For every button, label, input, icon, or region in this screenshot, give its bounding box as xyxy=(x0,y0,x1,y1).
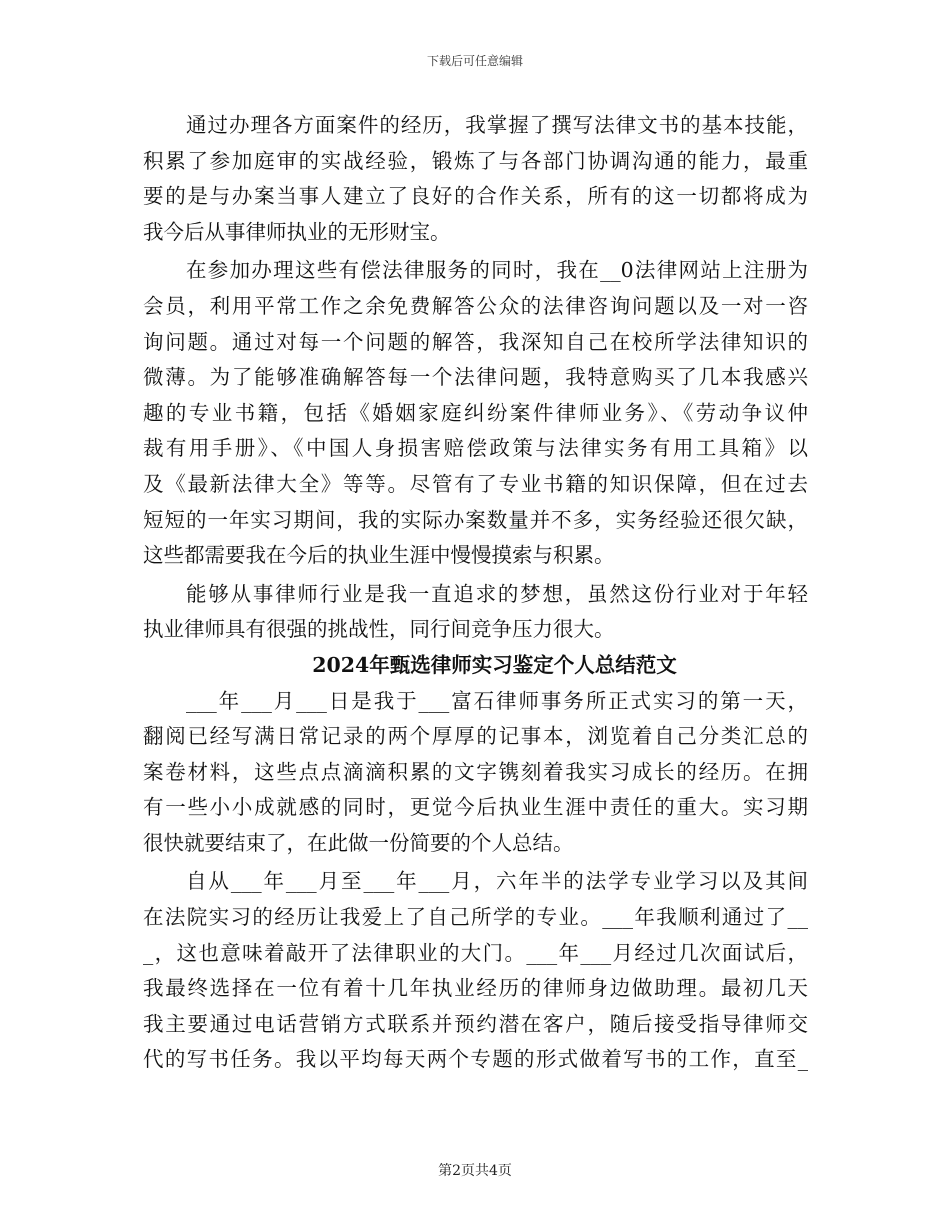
text-line: 很快就要结束了，在此做一份简要的个人总结。 xyxy=(143,830,574,855)
text-line: 代的写书任务。我以平均每天两个专题的形式做着写书的工作，直至_ xyxy=(143,1047,808,1072)
text-line: 有一些小小成就感的同时，更觉今后执业生涯中责任的重大。实习期 xyxy=(143,795,808,820)
text-line: 执业律师具有很强的挑战性，同行间竞争压力很大。 xyxy=(143,617,615,642)
text-line: 短短的一年实习期间，我的实际办案数量并不多，实务经验还很欠缺， xyxy=(143,507,808,532)
paragraph xyxy=(143,684,808,862)
text-line: 会员，利用平常工作之余免费解答公众的法律咨询问题以及一对一咨 xyxy=(143,293,808,318)
text-line: 裁有用手册》、《中国人身损害赔偿政策与法律实务有用工具箱》以 xyxy=(143,436,808,461)
text-line: 询问题。通过对每一个问题的解答，我深知自己在校所学法律知识的 xyxy=(143,329,808,354)
paragraph xyxy=(143,577,808,648)
section-title: 2024年甄选律师实习鉴定个人总结范文 xyxy=(312,652,677,677)
text-line: 翻阅已经写满日常记录的两个厚厚的记事本，浏览着自己分类汇总的 xyxy=(143,724,808,749)
text-line: 案卷材料，这些点点滴滴积累的文字镌刻着我实习成长的经历。在拥 xyxy=(143,759,808,784)
paragraph xyxy=(143,253,808,573)
text-line: 要的是与办案当事人建立了良好的合作关系，所有的这一切都将成为 xyxy=(143,184,808,209)
text-line: 通过办理各方面案件的经历，我掌握了撰写法律文书的基本技能， xyxy=(186,113,808,137)
page-footer: 第2页共4页 xyxy=(438,1163,512,1179)
text-line: 我主要通过电话营销方式联系并预约潜在客户，随后接受指导律师交 xyxy=(143,1011,808,1036)
document-body xyxy=(143,108,808,1078)
paragraph xyxy=(143,108,808,250)
paragraph xyxy=(143,864,808,1078)
text-line: 我今后从事律师执业的无形财宝。 xyxy=(143,219,451,244)
text-line: 积累了参加庭审的实战经验，锻炼了与各部门协调沟通的能力，最重 xyxy=(143,148,808,173)
text-line: 在法院实习的经历让我爱上了自己所学的专业。___年我顺利通过了__ xyxy=(143,905,808,930)
text-line: ___年___月___日是我于___富石律师事务所正式实习的第一天， xyxy=(186,688,808,713)
page-header: 下载后可任意编辑 xyxy=(426,54,523,68)
text-line: 趣的专业书籍，包括《婚姻家庭纠纷案件律师业务》、《劳动争议仲 xyxy=(143,400,808,425)
text-line: 能够从事律师行业是我一直追求的梦想，虽然这份行业对于年轻 xyxy=(186,581,808,606)
text-line: 这些都需要我在今后的执业生涯中慢慢摸索与积累。 xyxy=(143,543,615,568)
text-line: 在参加办理这些有偿法律服务的同时，我在__0法律网站上注册为 xyxy=(186,258,808,283)
text-line: _，这也意味着敲开了法律职业的大门。___年___月经过几次面试后， xyxy=(143,940,808,965)
text-line: 微薄。为了能够准确解答每一个法律问题，我特意购买了几本我感兴 xyxy=(143,365,808,390)
text-line: 自从___年___月至___年___月，六年半的法学专业学习以及其间 xyxy=(186,869,808,894)
text-line: 及《最新法律大全》等等。尽管有了专业书籍的知识保障，但在过去 xyxy=(143,471,808,496)
text-line: 我最终选择在一位有着十几年执业经历的律师身边做助理。最初几天 xyxy=(143,976,808,1001)
